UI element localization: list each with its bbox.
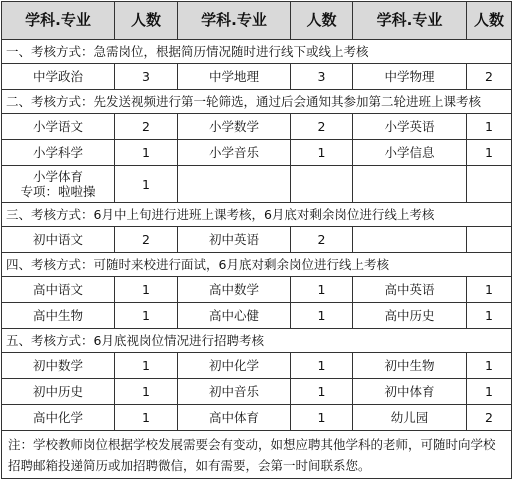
count-cell: 1 xyxy=(115,303,178,329)
table-row xyxy=(2,64,512,90)
header-subject: 学科.专业 xyxy=(178,2,291,40)
table-row xyxy=(2,379,512,405)
count-cell: 1 xyxy=(291,303,353,329)
header-subject: 学科.专业 xyxy=(2,2,115,40)
section-title-row xyxy=(2,40,512,64)
subject-line: 小学体育 xyxy=(32,169,83,184)
section-title-row xyxy=(2,253,512,277)
section-title: 五、考核方式：6月底视岗位情况进行招聘考核 xyxy=(2,329,512,353)
table-row xyxy=(2,353,512,379)
table-row xyxy=(2,227,512,253)
subject-cell: 幼儿园 xyxy=(353,405,467,431)
subject-cell: 高中语文 xyxy=(2,277,115,303)
subject-cell: 高中数学 xyxy=(178,277,291,303)
empty-cell xyxy=(291,166,353,203)
count-cell: 1 xyxy=(115,140,178,166)
header-count: 人数 xyxy=(115,2,178,40)
note-row xyxy=(2,431,512,479)
count-cell: 2 xyxy=(115,227,178,253)
count-cell: 2 xyxy=(467,405,512,431)
section-title: 二、考核方式：先发送视频进行第一轮筛选，通过后会通知其参加第二轮进班上课考核 xyxy=(2,90,512,114)
table-row xyxy=(2,405,512,431)
count-cell: 1 xyxy=(291,379,353,405)
subject-cell: 初中英语 xyxy=(178,227,291,253)
subject-cell: 中学物理 xyxy=(353,64,467,90)
section-title: 一、考核方式：急需岗位，根据简历情况随时进行线下或线上考核 xyxy=(2,40,512,64)
subject-cell: 初中数学 xyxy=(2,353,115,379)
count-cell: 1 xyxy=(291,140,353,166)
subject-cell xyxy=(2,166,115,203)
header-count: 人数 xyxy=(467,2,512,40)
subject-cell: 高中心健 xyxy=(178,303,291,329)
section-title: 四、考核方式：可随时来校进行面试，6月底对剩余岗位进行线上考核 xyxy=(2,253,512,277)
subject-cell: 高中体育 xyxy=(178,405,291,431)
count-cell: 1 xyxy=(467,277,512,303)
count-cell: 1 xyxy=(467,114,512,140)
empty-cell xyxy=(353,166,467,203)
subject-cell: 初中语文 xyxy=(2,227,115,253)
subject-cell: 小学音乐 xyxy=(178,140,291,166)
count-cell: 1 xyxy=(115,379,178,405)
table-row xyxy=(2,303,512,329)
subject-cell: 高中英语 xyxy=(353,277,467,303)
count-cell: 1 xyxy=(467,140,512,166)
header-subject: 学科.专业 xyxy=(353,2,467,40)
subject-cell: 初中体育 xyxy=(353,379,467,405)
empty-cell xyxy=(467,227,512,253)
count-cell: 1 xyxy=(291,277,353,303)
subject-cell: 高中化学 xyxy=(2,405,115,431)
subject-cell: 高中生物 xyxy=(2,303,115,329)
footnote: 注：学校教师岗位根据学校发展需要会有变动，如想应聘其他学科的老师，可随时向学校招聘邮箱投递简历或加招聘微信，如有需要，会第一时间联系您。 xyxy=(2,431,512,479)
count-cell: 2 xyxy=(291,114,353,140)
count-cell: 1 xyxy=(115,166,178,203)
table-row xyxy=(2,140,512,166)
section-title-row xyxy=(2,90,512,114)
subject-cell: 初中生物 xyxy=(353,353,467,379)
count-cell: 3 xyxy=(291,64,353,90)
subject-cell: 小学科学 xyxy=(2,140,115,166)
subject-cell: 小学数学 xyxy=(178,114,291,140)
count-cell: 2 xyxy=(291,227,353,253)
subject-cell: 初中化学 xyxy=(178,353,291,379)
subject-cell: 小学语文 xyxy=(2,114,115,140)
subject-line: 专项：啦啦操 xyxy=(20,184,96,199)
count-cell: 1 xyxy=(291,405,353,431)
count-cell: 2 xyxy=(467,64,512,90)
subject-cell: 初中音乐 xyxy=(178,379,291,405)
table-row xyxy=(2,277,512,303)
count-cell: 3 xyxy=(115,64,178,90)
count-cell: 1 xyxy=(467,353,512,379)
table-row xyxy=(2,166,512,203)
subject-cell: 高中历史 xyxy=(353,303,467,329)
subject-cell: 中学政治 xyxy=(2,64,115,90)
section-title: 三、考核方式：6月中上旬进行进班上课考核，6月底对剩余岗位进行线上考核 xyxy=(2,203,512,227)
recruitment-table xyxy=(1,1,512,479)
section-title-row xyxy=(2,203,512,227)
empty-cell xyxy=(353,227,467,253)
count-cell: 1 xyxy=(115,277,178,303)
empty-cell xyxy=(467,166,512,203)
count-cell: 1 xyxy=(115,405,178,431)
table-row xyxy=(2,114,512,140)
section-title-row xyxy=(2,329,512,353)
empty-cell xyxy=(178,166,291,203)
subject-cell: 小学英语 xyxy=(353,114,467,140)
subject-cell: 中学地理 xyxy=(178,64,291,90)
subject-cell: 小学信息 xyxy=(353,140,467,166)
count-cell: 2 xyxy=(115,114,178,140)
header-row xyxy=(2,2,512,40)
count-cell: 1 xyxy=(291,353,353,379)
count-cell: 1 xyxy=(467,379,512,405)
header-count: 人数 xyxy=(291,2,353,40)
count-cell: 1 xyxy=(115,353,178,379)
count-cell: 1 xyxy=(467,303,512,329)
subject-cell: 初中历史 xyxy=(2,379,115,405)
